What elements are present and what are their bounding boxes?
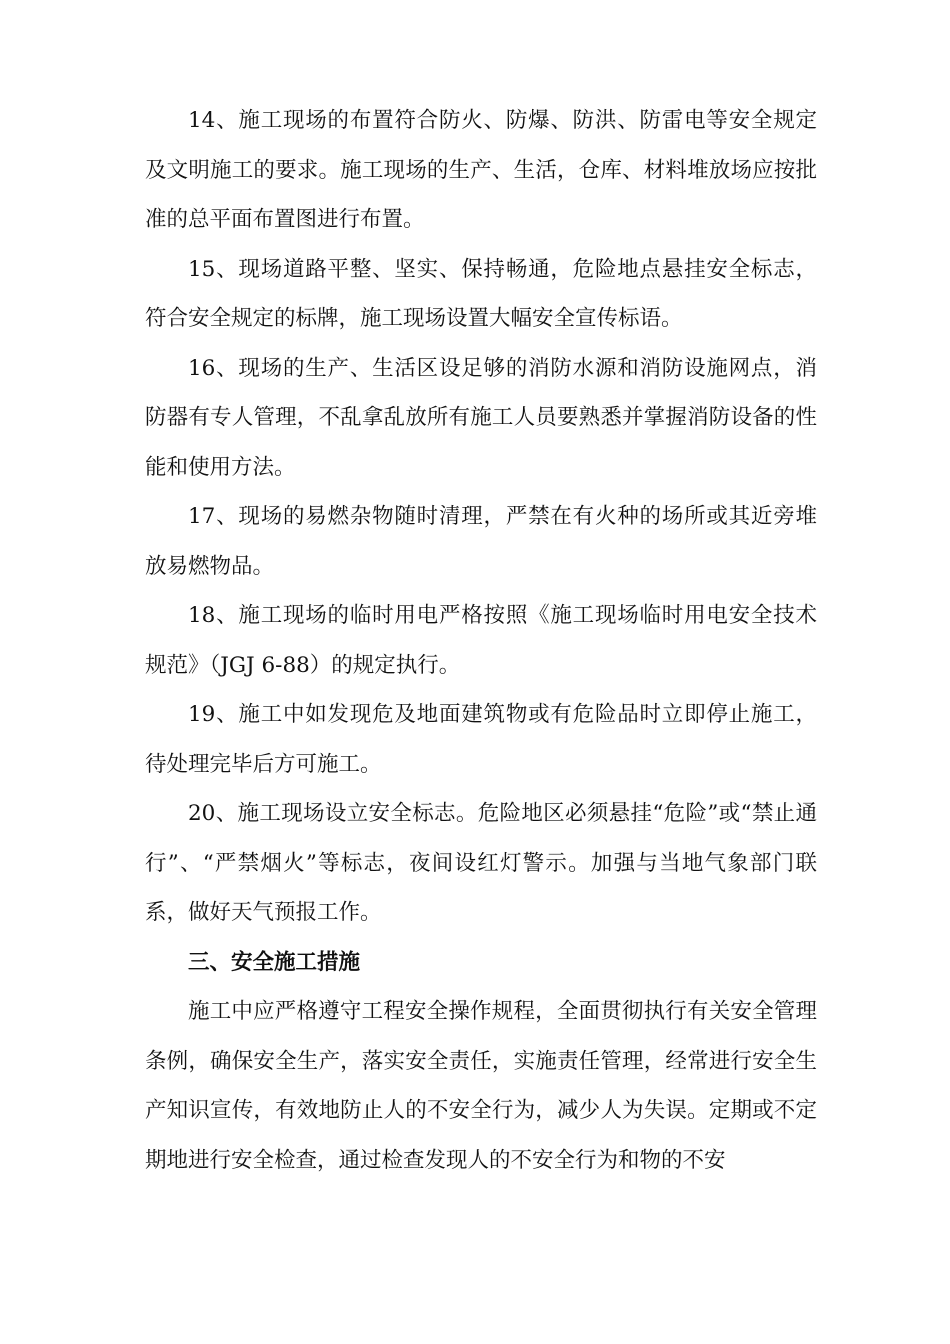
paragraph-item-17: 17、现场的易燃杂物随时清理，严禁在有火种的场所或其近旁堆放易燃物品。 <box>145 504 817 579</box>
paragraph-item-20: 20、施工现场设立安全标志。危险地区必须悬挂“危险”或“禁止通行”、“严禁烟火”等标志，夜间设红灯警示。加强与当地气象部门联系，做好天气预报工作。 <box>145 801 817 925</box>
section-body-paragraph: 施工中应严格遵守工程安全操作规程，全面贯彻执行有关安全管理条例，确保安全生产，落实安全责任，实施责任管理，经常进行安全生产知识宣传，有效地防止人的不安全行为，减少人为失误。定期或不定期地进行安全检查，通过检查发现人的不安全行为和物的不安 <box>145 999 817 1173</box>
paragraph-item-16: 16、现场的生产、生活区设足够的消防水源和消防设施网点，消防器有专人管理，不乱拿乱放所有施工人员要熟悉并掌握消防设备的性能和使用方法。 <box>145 355 817 480</box>
paragraph-item-15: 15、现场道路平整、坚实、保持畅通，危险地点悬挂安全标志，符合安全规定的标牌，施工现场设置大幅安全宣传标语。 <box>145 256 817 331</box>
document-page <box>145 96 817 1185</box>
paragraph-item-14: 14、施工现场的布置符合防火、防爆、防洪、防雷电等安全规定及文明施工的要求。施工现场的生产、生活，仓库、材料堆放场应按批准的总平面布置图进行布置。 <box>145 108 817 232</box>
paragraph-item-19: 19、施工中如发现危及地面建筑物或有危险品时立即停止施工，待处理完毕后方可施工。 <box>145 702 817 777</box>
paragraph-item-18: 18、施工现场的临时用电严格按照《施工现场临时用电安全技术规范》（JGJ 6-88）的规定执行。 <box>145 603 817 678</box>
section-heading: 三、安全施工措施 <box>188 949 361 975</box>
